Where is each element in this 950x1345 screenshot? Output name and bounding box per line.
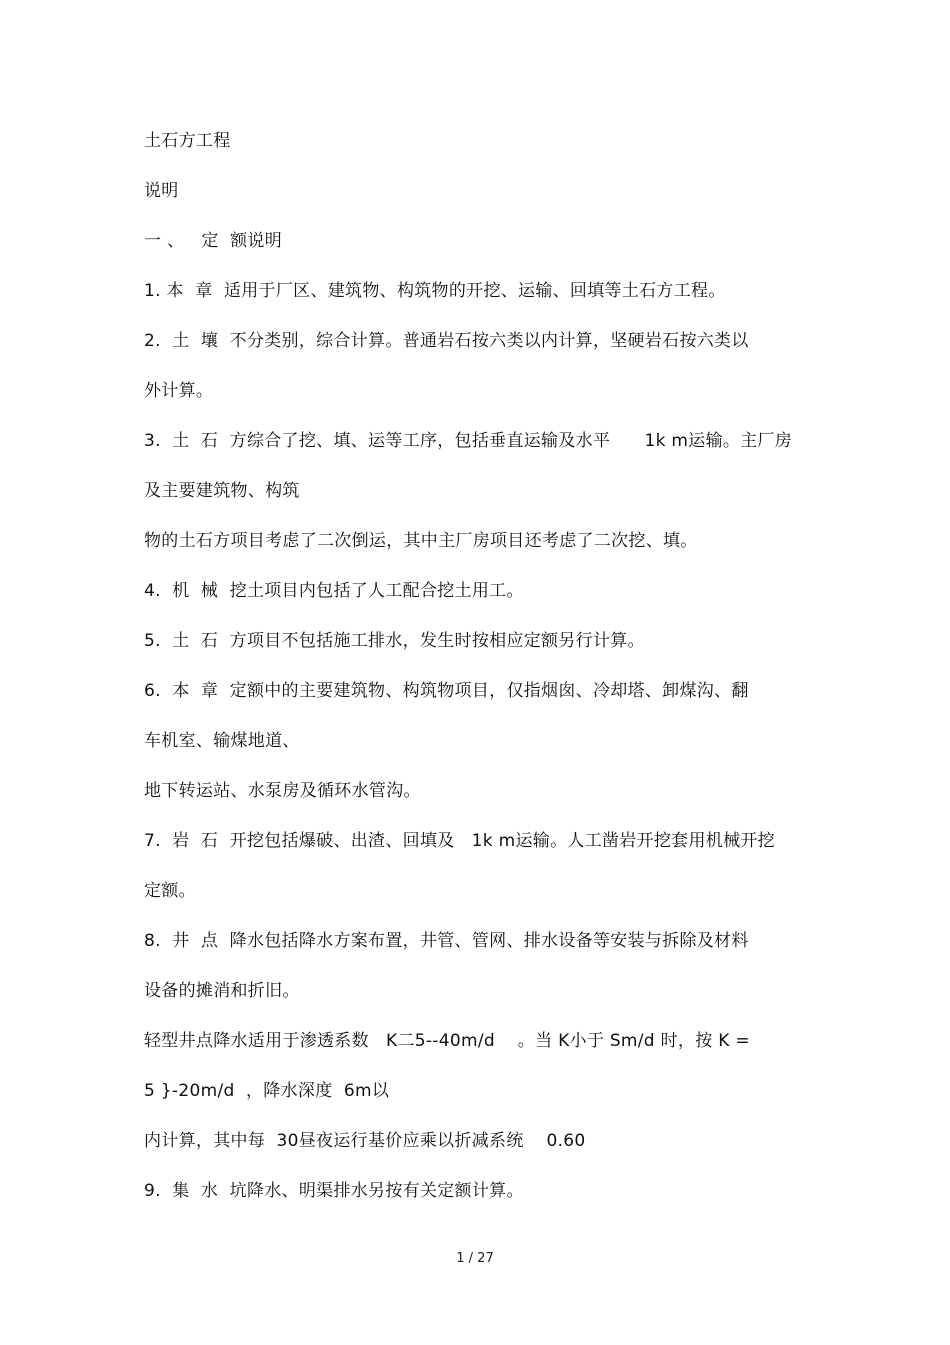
document-title: 土石方工程 xyxy=(144,131,231,151)
text-line: 5 }-20m/d ，降水深度 6m以 xyxy=(144,1081,390,1101)
text-line: 设备的摊消和折旧。 xyxy=(144,981,300,1001)
text-line: 2. 土 壤 不分类别，综合计算。普通岩石按六类以内计算，坚硬岩石按六类以 xyxy=(144,331,749,351)
text-line: 3. 土 石 方综合了挖、填、运等工序，包括垂直运输及水平 1k m运输。主厂房 xyxy=(144,431,793,451)
text-line: 5. 土 石 方项目不包括施工排水，发生时按相应定额另行计算。 xyxy=(144,631,645,651)
text-line: 物的土石方项目考虑了二次倒运，其中主厂房项目还考虑了二次挖、填。 xyxy=(144,531,698,551)
text-line: 7. 岩 石 开挖包括爆破、出渣、回填及 1k m运输。人工凿岩开挖套用机械开挖 xyxy=(144,831,775,851)
text-line: 4. 机 械 挖土项目内包括了人工配合挖土用工。 xyxy=(144,581,524,601)
text-line: 车机室、输煤地道、 xyxy=(144,731,300,751)
text-line: 地下转运站、水泵房及循环水管沟。 xyxy=(144,781,421,801)
text-line: 轻型井点降水适用于渗透系数 K二5--40m/d 。当 K小于 Sm/d 时，按 K = xyxy=(144,1031,750,1051)
section-heading: 说明 xyxy=(144,181,179,201)
page-number: 1 / 27 xyxy=(456,1251,494,1266)
text-line: 及主要建筑物、构筑 xyxy=(144,481,300,501)
text-line: 9. 集 水 坑降水、明渠排水另按有关定额计算。 xyxy=(144,1181,524,1201)
text-line: 定额。 xyxy=(144,881,196,901)
text-line: 内计算，其中每 30昼夜运行基价应乘以折减系统 0.60 xyxy=(144,1131,586,1151)
text-line: 8. 井 点 降水包括降水方案布置，井管、管网、排水设备等安装与拆除及材料 xyxy=(144,931,749,951)
text-line: 1. 本 章 适用于厂区、建筑物、构筑物的开挖、运输、回填等土石方工程。 xyxy=(144,281,726,301)
text-line: 6. 本 章 定额中的主要建筑物、构筑物项目，仅指烟囱、冷却塔、卸煤沟、翻 xyxy=(144,681,749,701)
text-line: 外计算。 xyxy=(144,381,214,401)
subsection-heading: 一 、 定 额说明 xyxy=(144,231,283,251)
